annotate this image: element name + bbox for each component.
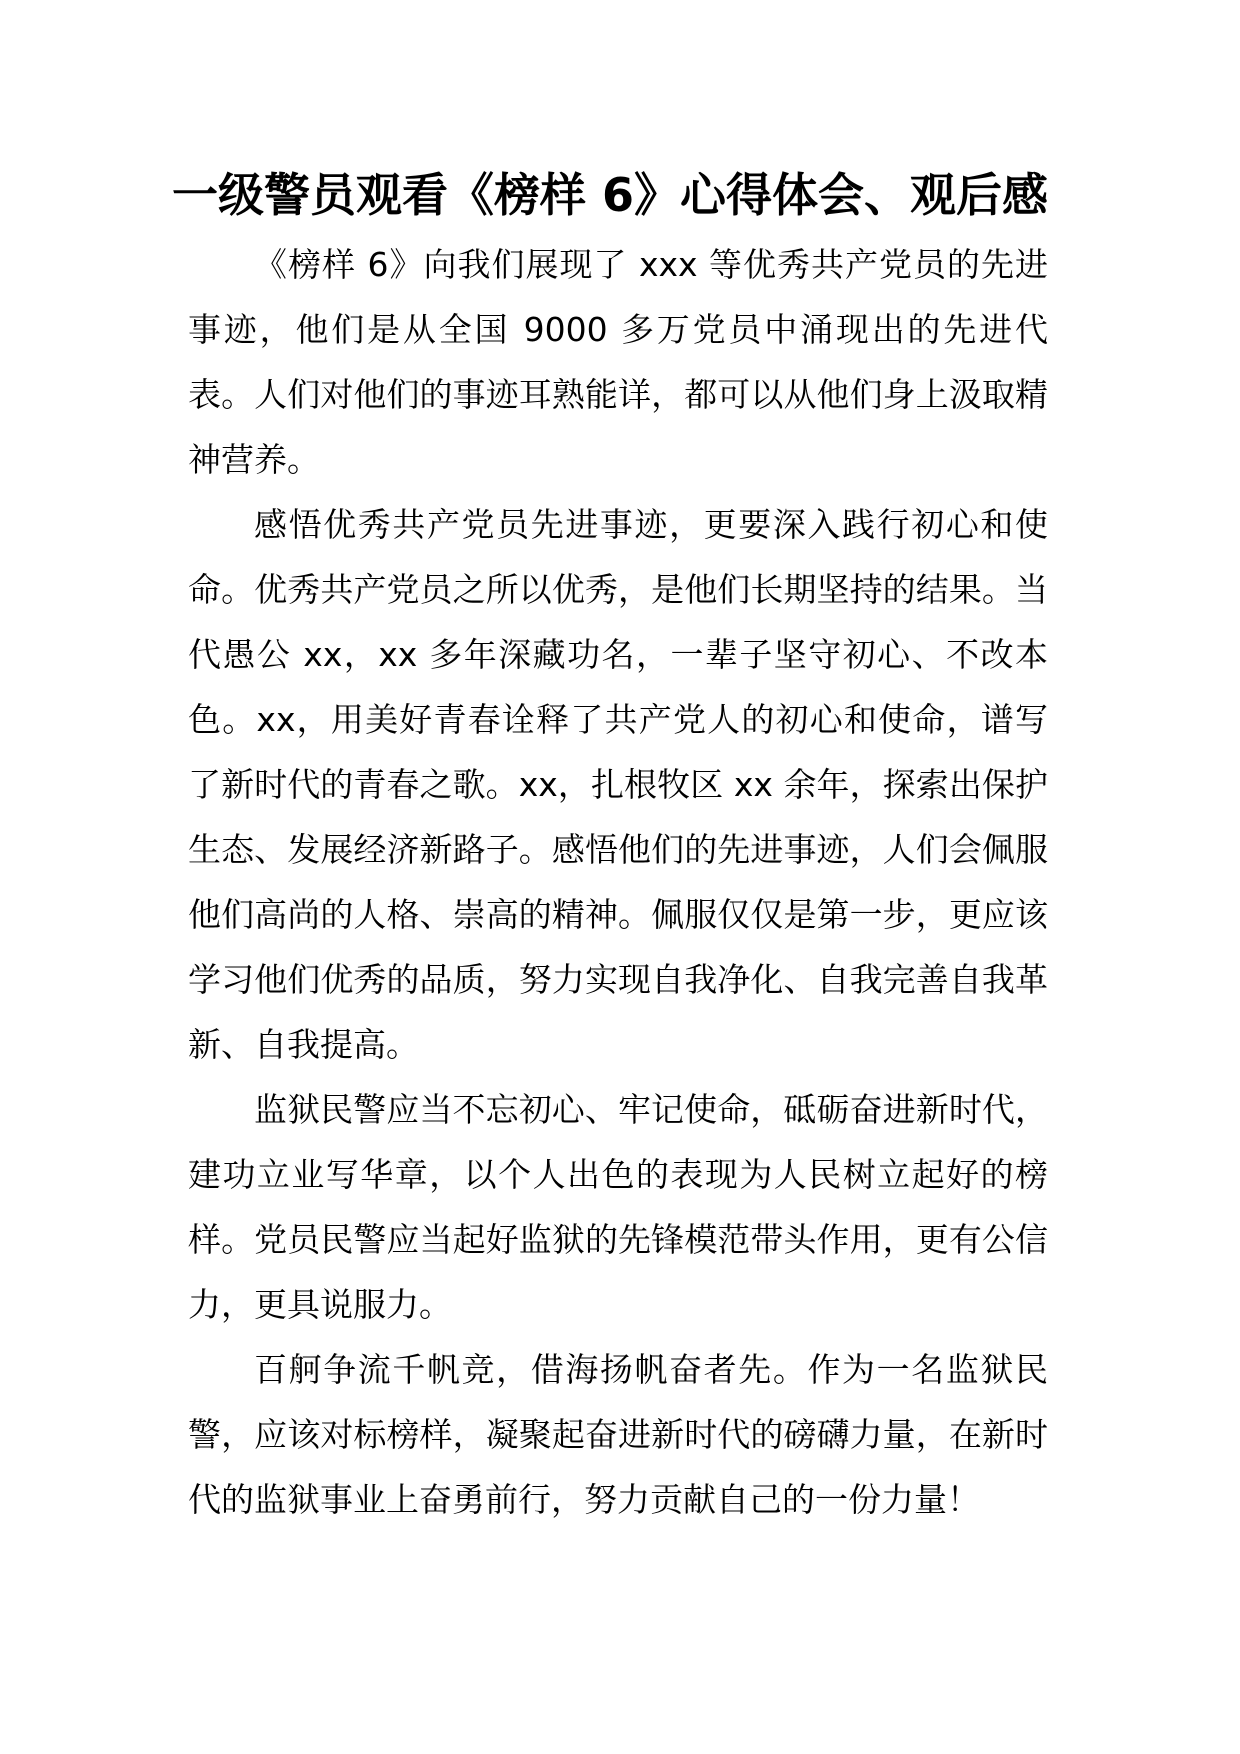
paragraph-1: 《榜样 6》向我们展现了 xxx 等优秀共产党员的先进事迹，他们是从全国 9000 多万党员中涌现出的先进代表。人们对他们的事迹耳熟能详，都可以从他们身上汲取精神营养。	[188, 245, 1048, 479]
paragraph-3: 监狱民警应当不忘初心、牢记使命，砥砺奋进新时代，建功立业写华章，以个人出色的表现为人民树立起好的榜样。党员民警应当起好监狱的先锋模范带头作用，更有公信力，更具说服力。	[188, 1090, 1048, 1324]
document-body	[188, 232, 1048, 1532]
document-title: 一级警员观看《榜样 6》心得体会、观后感	[171, 168, 1049, 222]
paragraph-2: 感悟优秀共产党员先进事迹，更要深入践行初心和使命。优秀共产党员之所以优秀，是他们长期坚持的结果。当代愚公 xx，xx 多年深藏功名，一辈子坚守初心、不改本色。xx，用美好青春诠释了共产党人的初心和使命，谱写了新时代的青春之歌。xx，扎根牧区 xx 余年，探索出保护生态、发展经济新路子。感悟他们的先进事迹，人们会佩服他们高尚的人格、崇高的精神。佩服仅仅是第一步，更应该学习他们优秀的品质，努力实现自我净化、自我完善自我革新、自我提高。	[188, 505, 1048, 1064]
paragraph-4: 百舸争流千帆竞，借海扬帆奋者先。作为一名监狱民警，应该对标榜样，凝聚起奋进新时代的磅礴力量，在新时代的监狱事业上奋勇前行，努力贡献自己的一份力量！	[188, 1350, 1048, 1519]
